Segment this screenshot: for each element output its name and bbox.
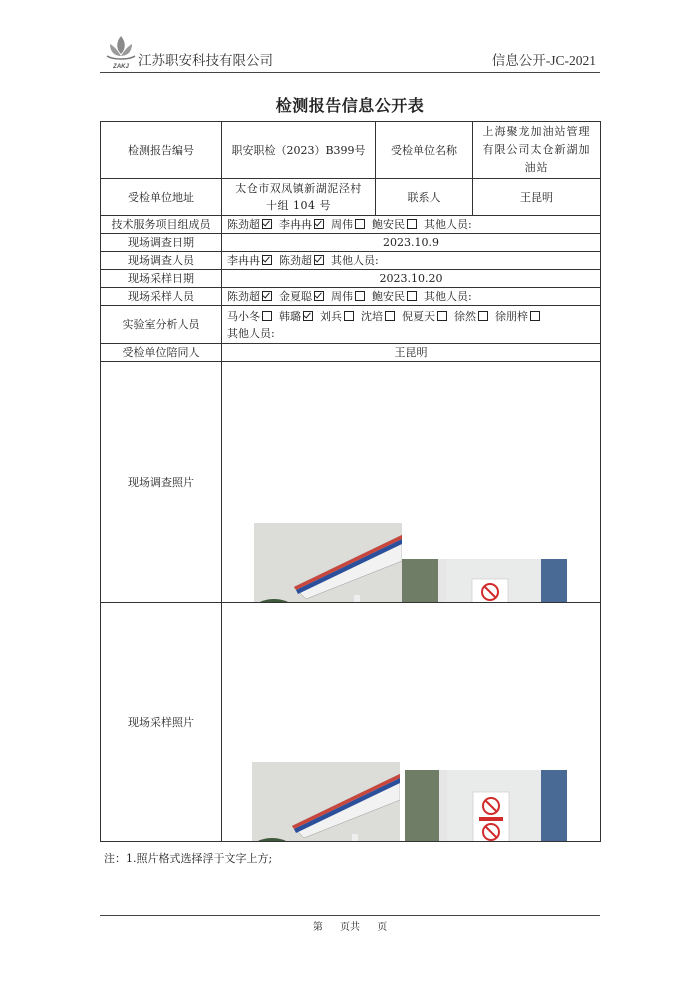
svg-text:ZAKJ: ZAKJ bbox=[113, 64, 129, 70]
member-entry bbox=[227, 290, 273, 303]
table-row bbox=[101, 344, 601, 362]
checked-box-icon[interactable] bbox=[262, 219, 272, 229]
page-header bbox=[100, 30, 600, 73]
member-name: 徐朋梓 bbox=[495, 309, 528, 323]
page-of-label: 页共 bbox=[340, 922, 360, 933]
member-name: 马小冬 bbox=[227, 309, 260, 323]
lab-staff-list bbox=[227, 308, 595, 325]
member-entry bbox=[372, 290, 418, 303]
member-entry bbox=[454, 310, 489, 323]
member-name: 陈劲超 bbox=[227, 218, 260, 231]
address-value: 太仓市双凤镇新湖泥泾村十组 104 号 bbox=[222, 179, 376, 216]
escort-value: 王昆明 bbox=[222, 344, 601, 362]
report-no-label: 检测报告编号 bbox=[101, 122, 222, 179]
table-row bbox=[101, 216, 601, 234]
unchecked-box-icon[interactable] bbox=[355, 219, 365, 229]
checked-box-icon[interactable] bbox=[262, 255, 272, 265]
sign-photo bbox=[405, 770, 567, 842]
survey-staff-list bbox=[227, 254, 331, 267]
unchecked-box-icon[interactable] bbox=[407, 291, 417, 301]
table-row bbox=[101, 179, 601, 216]
sampling-staff-list bbox=[227, 290, 424, 303]
unchecked-box-icon[interactable] bbox=[385, 311, 395, 321]
member-entry bbox=[279, 310, 314, 323]
checked-box-icon[interactable] bbox=[314, 219, 324, 229]
company-name: 江苏职安科技有限公司 bbox=[138, 53, 273, 69]
member-entry bbox=[495, 310, 541, 323]
member-name: 李冉冉 bbox=[279, 218, 312, 231]
lab-other-label: 其他人员: bbox=[227, 326, 275, 340]
member-name: 倪夏天 bbox=[402, 309, 435, 323]
member-entry bbox=[227, 254, 273, 267]
member-entry bbox=[361, 310, 396, 323]
unchecked-box-icon[interactable] bbox=[355, 291, 365, 301]
member-name: 沈培 bbox=[361, 309, 383, 323]
checked-box-icon[interactable] bbox=[303, 311, 313, 321]
sign-photo bbox=[402, 559, 567, 603]
member-name: 金夏聪 bbox=[279, 290, 312, 303]
member-entry bbox=[402, 310, 448, 323]
survey-photo-cell bbox=[222, 362, 601, 603]
tech-members-label: 技术服务项目组成员 bbox=[101, 216, 222, 234]
tech-member-list bbox=[227, 218, 424, 231]
table-row bbox=[101, 122, 601, 179]
page-number bbox=[0, 918, 700, 933]
footer-rule bbox=[100, 915, 600, 916]
member-entry bbox=[372, 218, 418, 231]
member-name: 韩璐 bbox=[279, 309, 301, 323]
member-name: 李冉冉 bbox=[227, 254, 260, 267]
sampling-photo-cell bbox=[222, 603, 601, 842]
unchecked-box-icon[interactable] bbox=[262, 311, 272, 321]
member-entry bbox=[279, 254, 325, 267]
pages-label: 页 bbox=[377, 922, 388, 933]
tech-members-value bbox=[222, 216, 601, 234]
member-entry bbox=[331, 290, 366, 303]
sampling-date-value: 2023.10.20 bbox=[222, 270, 601, 288]
sampling-date-label: 现场采样日期 bbox=[101, 270, 222, 288]
member-entry bbox=[279, 290, 325, 303]
member-entry bbox=[331, 218, 366, 231]
member-name: 徐然 bbox=[454, 309, 476, 323]
sampling-photo-label: 现场采样照片 bbox=[101, 603, 222, 842]
canopy-photo bbox=[252, 762, 400, 842]
member-entry bbox=[279, 218, 325, 231]
unit-name-value: 上海聚龙加油站管理有限公司太仓新湖加油站 bbox=[473, 122, 601, 179]
address-label: 受检单位地址 bbox=[101, 179, 222, 216]
table-row bbox=[101, 234, 601, 252]
survey-date-label: 现场调查日期 bbox=[101, 234, 222, 252]
sampling-staff-value bbox=[222, 288, 601, 306]
table-row bbox=[101, 270, 601, 288]
escort-label: 受检单位陪同人 bbox=[101, 344, 222, 362]
member-entry bbox=[227, 218, 273, 231]
table-row bbox=[101, 252, 601, 270]
member-name: 陈劲超 bbox=[279, 254, 312, 267]
checked-box-icon[interactable] bbox=[314, 255, 324, 265]
survey-date-value: 2023.10.9 bbox=[222, 234, 601, 252]
table-row bbox=[101, 603, 601, 842]
contact-label: 联系人 bbox=[376, 179, 473, 216]
member-entry bbox=[227, 310, 273, 323]
checked-box-icon[interactable] bbox=[314, 291, 324, 301]
member-name: 鲍安民 bbox=[372, 218, 405, 231]
lab-staff-value bbox=[222, 306, 601, 344]
report-no-value: 职安职检（2023）B399号 bbox=[222, 122, 376, 179]
page-title: 检测报告信息公开表 bbox=[275, 96, 425, 115]
survey-staff-value bbox=[222, 252, 601, 270]
lab-staff-label: 实验室分析人员 bbox=[101, 306, 222, 344]
contact-value: 王昆明 bbox=[473, 179, 601, 216]
member-name: 刘兵 bbox=[320, 309, 342, 323]
report-info-table bbox=[100, 121, 601, 842]
tech-other-label: 其他人员: bbox=[424, 218, 472, 231]
table-row bbox=[101, 362, 601, 603]
unchecked-box-icon[interactable] bbox=[530, 311, 540, 321]
canopy-photo bbox=[254, 523, 402, 603]
document-number: 信息公开-JC-2021 bbox=[491, 53, 596, 68]
member-name: 周伟 bbox=[331, 218, 353, 231]
table-row bbox=[101, 288, 601, 306]
table-row bbox=[101, 306, 601, 344]
unit-name-label: 受检单位名称 bbox=[376, 122, 473, 179]
sampling-other-label: 其他人员: bbox=[424, 290, 472, 303]
member-name: 鲍安民 bbox=[372, 290, 405, 303]
survey-staff-label: 现场调查人员 bbox=[101, 252, 222, 270]
page-label: 第 bbox=[312, 922, 323, 933]
company-logo bbox=[104, 32, 138, 70]
sampling-staff-label: 现场采样人员 bbox=[101, 288, 222, 306]
survey-other-label: 其他人员: bbox=[331, 254, 379, 267]
member-name: 陈劲超 bbox=[227, 290, 260, 303]
unchecked-box-icon[interactable] bbox=[407, 219, 417, 229]
member-entry bbox=[320, 310, 355, 323]
footnote: 注：1.照片格式选择浮于文字上方; bbox=[104, 852, 273, 865]
unchecked-box-icon[interactable] bbox=[478, 311, 488, 321]
member-name: 周伟 bbox=[331, 290, 353, 303]
unchecked-box-icon[interactable] bbox=[344, 311, 354, 321]
unchecked-box-icon[interactable] bbox=[437, 311, 447, 321]
checked-box-icon[interactable] bbox=[262, 291, 272, 301]
survey-photo-label: 现场调查照片 bbox=[101, 362, 222, 603]
